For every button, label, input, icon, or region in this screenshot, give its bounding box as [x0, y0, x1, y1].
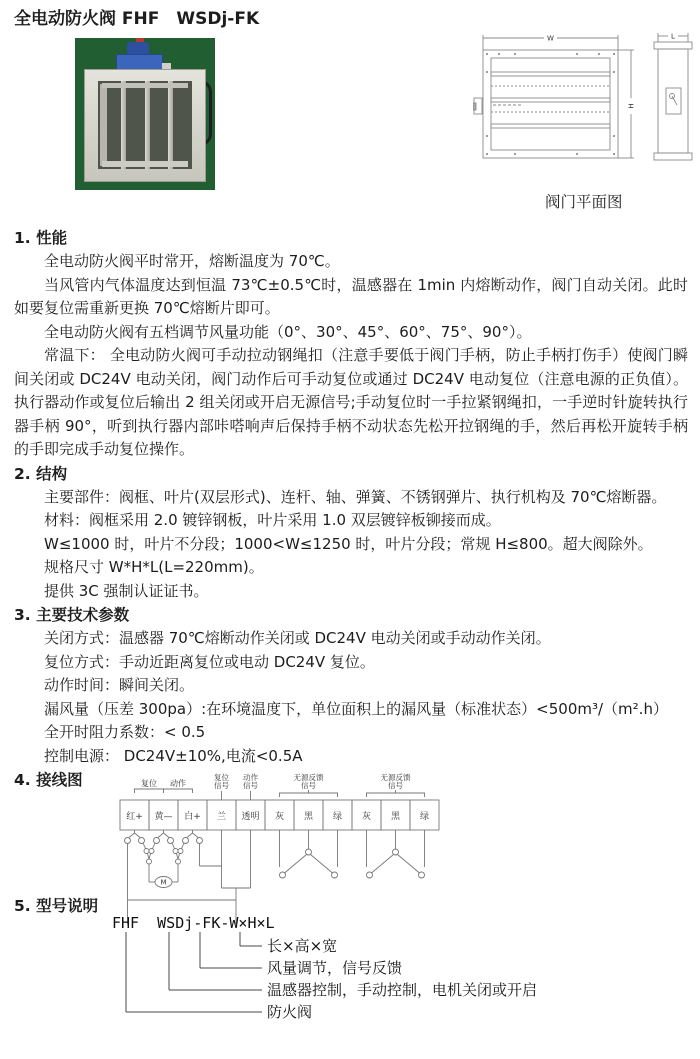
- blade-support-bar: [121, 81, 126, 169]
- paragraph: 复位方式：手动近距离复位或电动 DC24V 复位。: [44, 652, 375, 671]
- paragraph: 提供 3C 强制认证证书。: [44, 581, 209, 600]
- paragraph: 全开时阻力系数：< 0.5: [44, 723, 206, 741]
- terminal-label: 透明: [241, 812, 260, 822]
- terminal-label: 黑: [390, 812, 401, 822]
- page-title: 全电动防火阀 FHF WSDj-FK: [14, 9, 260, 29]
- section-4-heading: 4. 接线图: [14, 771, 83, 789]
- model-branch-lines: [126, 932, 262, 1012]
- blade-support-bar: [168, 81, 173, 169]
- dim-label-h: H: [627, 103, 636, 109]
- paragraph: 全电动防火阀平时常开，熔断温度为 70℃。: [44, 252, 340, 270]
- motor-label: M: [160, 878, 167, 887]
- paragraph: 常温下： 全电动防火阀可手动拉动钢绳扣（注意手要低于阀门手柄，防止手柄打伤手）使阀门瞬间关闭或 DC24V 电动关闭，阀门动作后可手动复位或通过 DC24V 电动复位（注意电源的正负值）。执行器动作或复位后输出 2 组关闭或开启无源信号;手动复位时一手拉紧钢绳扣，一手逆时针旋转执行器手柄 90°，听到执行器内部咔嗒响声后保持手柄不动状态先松开拉钢绳的手，然后再松开旋转手柄的手即完成手动复位操作。: [14, 346, 688, 458]
- damper-frame: [84, 69, 206, 182]
- label-feedback-1: 无源反馈: [293, 773, 324, 782]
- model-legend-whl: 长×高×宽: [267, 937, 338, 955]
- dim-label-l: L: [671, 32, 675, 41]
- valve-plan-drawing: [473, 28, 700, 192]
- label-reset-signal: 复位: [214, 773, 229, 782]
- terminal-label: 灰: [274, 812, 285, 822]
- terminal-label: 红+: [126, 812, 143, 822]
- paragraph: 关闭方式：温感器 70℃熔断动作关闭或 DC24V 电动关闭或手动动作关闭。: [44, 629, 551, 647]
- label-feedback-2: 信号: [388, 781, 403, 790]
- label-action: 动作: [170, 779, 186, 788]
- frame-inner-wall: [100, 84, 107, 166]
- section-1-heading: 1. 性能: [14, 229, 68, 247]
- front-view: [473, 35, 634, 158]
- terminal-labels: [126, 810, 429, 822]
- model-legend-wsdj: 温感器控制，手动控制，电机关闭或开启: [267, 981, 538, 999]
- paragraph: 动作时间：瞬间关闭。: [44, 676, 195, 694]
- paragraph: W≤1000 时，叶片不分段；1000<W≤1250 时，叶片分段；常规 H≤800。超大阀除外。: [44, 534, 653, 553]
- model-code: FHF WSDj-FK-W×H×L: [112, 914, 275, 932]
- terminal-label: 黄—: [154, 812, 173, 822]
- section-3-heading: 3. 主要技术参数: [14, 606, 130, 624]
- section-5-heading: 5. 型号说明: [14, 897, 99, 915]
- terminal-label: 灰: [361, 812, 372, 822]
- terminal-label: 兰: [216, 812, 227, 822]
- feedback-switch-1: [280, 830, 338, 878]
- feedback-switch-2: [367, 830, 425, 878]
- paragraph: 当风管内气体温度达到恒温 73℃±0.5℃时，温感器在 1min 内熔断动作，阀门自动关闭。此时如要复位需重新更换 70℃熔断片即可。: [14, 275, 688, 317]
- model-legend-fhf: 防火阀: [267, 1003, 313, 1021]
- label-action-signal: 信号: [243, 781, 258, 790]
- screw-dots: [486, 53, 615, 155]
- label-action-signal: 动作: [243, 773, 258, 782]
- paragraph: 规格尺寸 W*H*L(L=220mm)。: [44, 558, 264, 576]
- blade-support-bar: [145, 81, 150, 169]
- product-photo: [75, 38, 215, 190]
- document-body: [0, 226, 700, 768]
- damper-opening: [98, 81, 192, 169]
- paragraph: 漏风量（压差 300pa）:在环境温度下，单位面积上的漏风量（标准状态）<500m³/（m².h）: [44, 699, 668, 718]
- terminal-row: [120, 789, 439, 830]
- label-feedback-2: 无源反馈: [380, 773, 411, 782]
- diagram-area: [0, 768, 700, 1036]
- wiring-group-labels: [141, 772, 411, 790]
- label-reset-signal: 信号: [214, 781, 229, 790]
- model-legend-fk: 风量调节，信号反馈: [267, 959, 403, 977]
- paragraph: 材料：阀框采用 2.0 镀锌钢板，叶片采用 1.0 双层镀锌板铆接而成。: [44, 511, 501, 529]
- dim-label-w: W: [547, 34, 554, 43]
- frame-bottom-rail: [102, 161, 188, 167]
- paragraph: 主要部件：阀框、叶片(双层形式)、连杆、轴、弹簧、不锈钢弹片、执行机构及 70℃熔断器。: [44, 487, 667, 506]
- wiring-circuit: [125, 830, 425, 924]
- terminal-label: 绿: [332, 812, 343, 822]
- drawing-caption: 阀门平面图: [545, 193, 623, 211]
- section-2-heading: 2. 结构: [14, 464, 68, 483]
- terminal-label: 绿: [419, 812, 430, 822]
- terminal-label: 白+: [184, 812, 201, 822]
- media-row: [0, 32, 700, 226]
- terminal-label: 黑: [303, 812, 314, 822]
- model-code-diagram: [105, 912, 595, 1030]
- paragraph: 全电动防火阀有五档调节风量功能（0°、30°、45°、60°、75°、90°）。: [44, 322, 532, 341]
- label-feedback-1: 信号: [301, 781, 316, 790]
- paragraph: 控制电源： DC24V±10%,电流<0.5A: [44, 746, 303, 765]
- motor-symbol: [155, 877, 172, 888]
- side-view: [654, 33, 692, 160]
- label-reset: 复位: [141, 779, 157, 788]
- frame-top-rail: [102, 83, 188, 88]
